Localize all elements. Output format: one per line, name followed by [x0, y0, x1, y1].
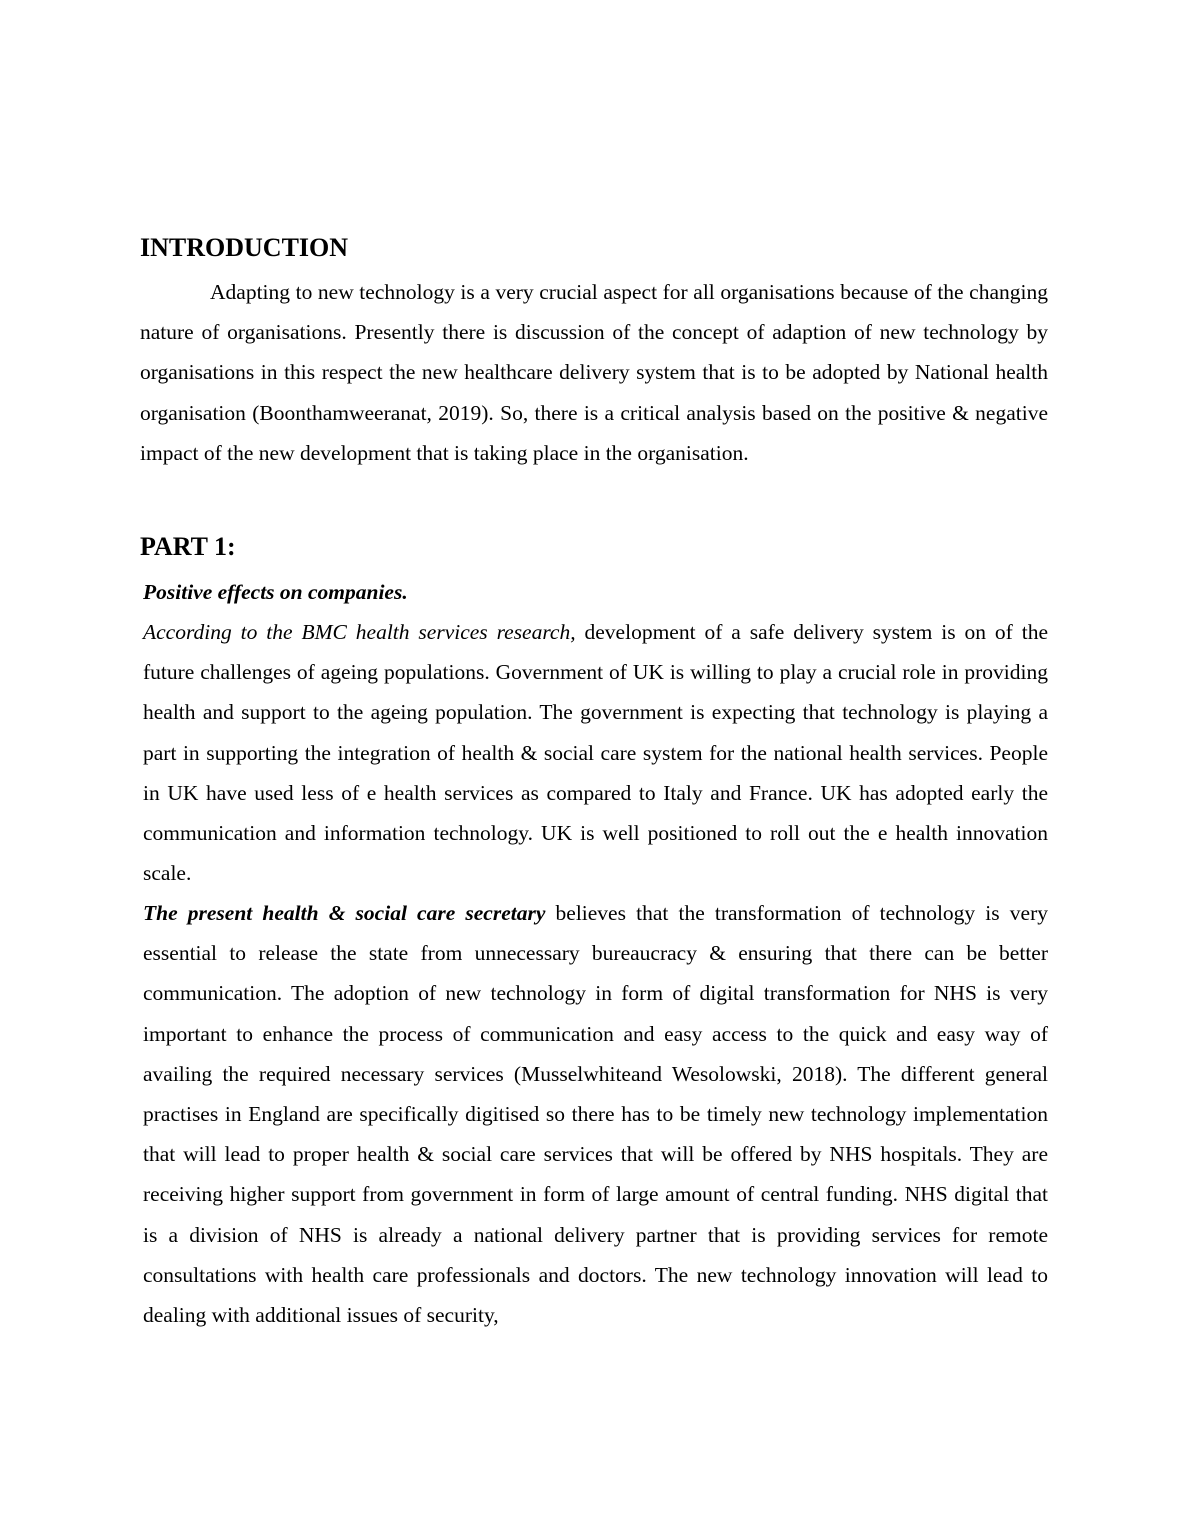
bmc-research-text: development of a safe delivery system is on of the future challenges of ageing populations. Government of UK is willing to play a crucial role in providing health and support to the ageing population. The government is expecting that technology is playing a part in supporting the integration of health & social care system for the national health services. People in UK have used less of e health services as compared to Italy and France. UK has adopted early the communication and information technology. UK is well positioned to roll out the e health innovation scale. [143, 620, 1048, 886]
introduction-paragraph: Adapting to new technology is a very crucial aspect for all organisations because of the changing nature of organisations. Presently there is discussion of the concept of adaption of new technology by organisations in this respect the new healthcare delivery system that is to be adopted by National health organisation (Boonthamweeranat, 2019). So, there is a critical analysis based on the positive & negative impact of the new development that is taking place in the organisation. [140, 280, 1048, 465]
bmc-research-lead: According to the BMC health services research, [143, 620, 576, 644]
secretary-paragraph [143, 893, 1048, 1335]
part1-heading: PART 1: [140, 532, 236, 561]
secretary-lead: The present health & social care secretary [143, 901, 546, 925]
positive-effects-subheading: Positive effects on companies. [143, 580, 408, 604]
secretary-text: believes that the transformation of technology is very essential to release the state from unnecessary bureaucracy & ensuring that there can be better communication. The adoption of new technology in form of digital transformation for NHS is very important to enhance the process of communication and easy access to the quick and easy way of availing the required necessary services (Musselwhiteand Wesolowski, 2018). The different general practises in England are specifically digitised so there has to be timely new technology implementation that will lead to proper health & social care services that will be offered by NHS hospitals. They are receiving higher support from government in form of large amount of central funding. NHS digital that is a division of NHS is already a national delivery partner that is providing services for remote consultations with health care professionals and doctors. The new technology innovation will lead to dealing with additional issues of security, [143, 901, 1048, 1328]
introduction-heading: INTRODUCTION [140, 233, 349, 262]
bmc-research-paragraph [143, 612, 1048, 893]
